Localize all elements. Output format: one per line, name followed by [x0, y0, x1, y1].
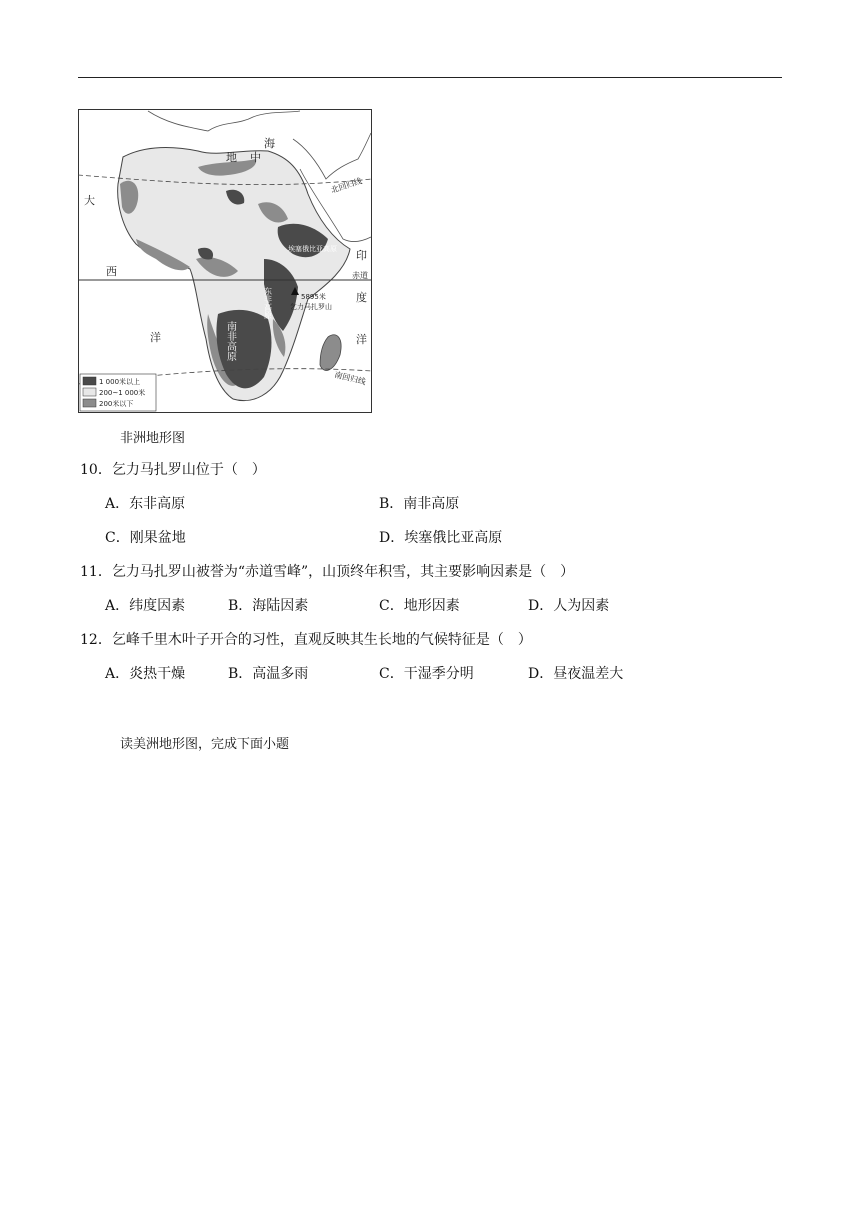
question-12: 12．乞峰千里木叶子开合的习性，直观反映其生长地的气候特征是（ ） [80, 632, 532, 648]
label-tropic-north: 北回归线 [329, 176, 364, 195]
header-rule [78, 77, 782, 78]
legend-swatch-high [83, 377, 96, 385]
q12-option-a[interactable]: A．炎热干燥 [105, 666, 186, 682]
label-peak-height: 5895米 [301, 293, 326, 301]
legend-swatch-mid [83, 388, 96, 396]
legend-label-mid: 200~1 000米 [99, 389, 146, 397]
label-sea-hai: 海 [264, 137, 275, 150]
q12-option-c[interactable]: C．干湿季分明 [379, 666, 474, 682]
label-sea-di: 地 [226, 151, 237, 164]
label-du: 度 [356, 291, 367, 304]
q10-option-d[interactable]: D．埃塞俄比亚高原 [379, 530, 503, 546]
q10-option-b[interactable]: B．南非高原 [379, 496, 460, 512]
q10-option-a[interactable]: A．东非高原 [105, 496, 186, 512]
q12-option-b[interactable]: B．高温多雨 [228, 666, 309, 682]
q11-option-d[interactable]: D．人为因素 [528, 598, 610, 614]
label-da: 大 [84, 194, 95, 207]
q12-option-d[interactable]: D．昼夜温差大 [528, 666, 624, 682]
label-xi: 西 [106, 265, 117, 278]
section-intro: 读美洲地形图，完成下面小题 [120, 737, 290, 752]
q10-option-c[interactable]: C．刚果盆地 [105, 530, 186, 546]
legend-swatch-low [83, 399, 96, 407]
label-yin: 印 [356, 249, 367, 262]
africa-terrain-map [78, 109, 372, 413]
q11-option-b[interactable]: B．海陆因素 [228, 598, 309, 614]
label-tropic-south: 南回归线 [333, 370, 367, 387]
label-yang-right: 洋 [356, 333, 367, 346]
q11-option-c[interactable]: C．地形因素 [379, 598, 460, 614]
legend-label-low: 200米以下 [99, 400, 134, 408]
label-south-africa-plateau: 南非高原 [224, 321, 236, 361]
label-yang-left: 洋 [150, 331, 161, 344]
legend-label-high: 1 000米以上 [99, 378, 141, 386]
label-equator: 赤道 [352, 271, 368, 280]
label-east-africa-plateau: 东非高原 [263, 287, 273, 319]
label-sea-zhong: 中 [250, 151, 261, 164]
question-10: 10．乞力马扎罗山位于（ ） [80, 462, 266, 478]
label-ethiopia-plateau: 埃塞俄比亚高原 [288, 245, 337, 253]
figure-caption: 非洲地形图 [120, 431, 186, 446]
q11-option-a[interactable]: A．纬度因素 [105, 598, 186, 614]
label-peak-name: 乞力马扎罗山 [290, 303, 332, 311]
question-11: 11．乞力马扎罗山被誉为“赤道雪峰”，山顶终年积雪，其主要影响因素是（ ） [80, 564, 575, 580]
